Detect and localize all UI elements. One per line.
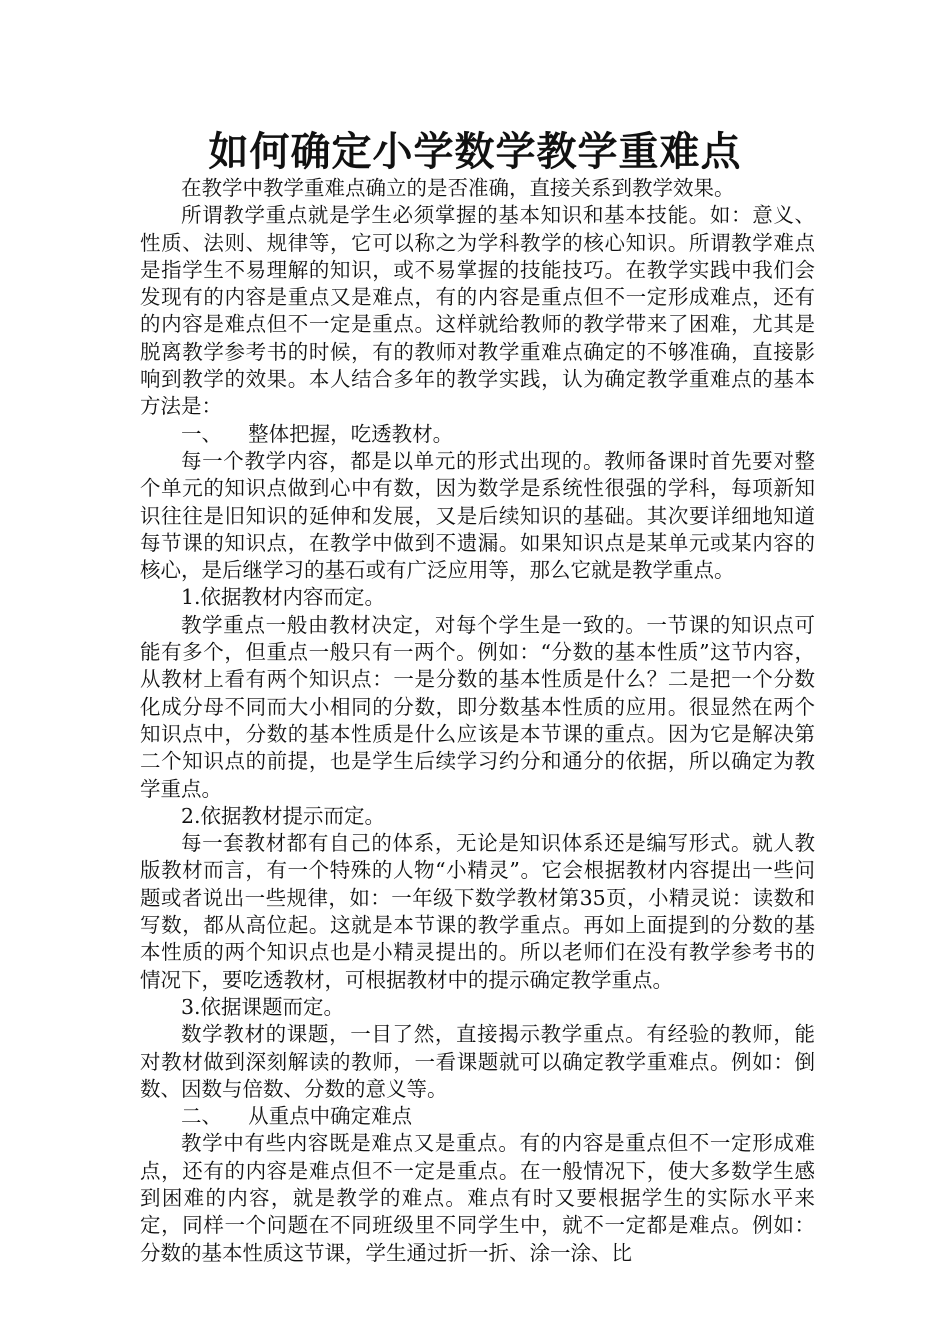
section-heading: 2.依据教材提示而定。 xyxy=(181,803,386,828)
body-paragraph: 所谓教学重点就是学生必须掌握的基本知识和基本技能。如：意义、性质、法则、规律等，它可以称之为学科教学的核心知识。所谓教学难点是指学生不易理解的知识，或不易掌握的技能技巧。在教学实践中我们会发现有的内容是重点又是难点，有的内容是重点但不一定形成难点，还有的内容是难点但不一定是重点。这样就给教师的教学带来了困难，尤其是脱离教学参考书的时候，有的教师对教学重难点确定的不够准确，直接影响到教学的效果。本人结合多年的教学实践，认为确定教学重难点的基本方法是： xyxy=(140,203,815,419)
body-paragraph: 教学中有些内容既是难点又是重点。有的内容是重点但不一定形成难点，还有的内容是难点但不一定是重点。在一般情况下，使大多数学生感到困难的内容，就是教学的难点。难点有时又要根据学生的实际水平来定，同样一个问题在不同班级里不同学生中，就不一定都是难点。例如：分数的基本性质这节课，学生通过折一折、涂一涂、比 xyxy=(140,1131,815,1265)
section-heading: 1.依据教材内容而定。 xyxy=(181,585,386,610)
body-paragraph: 教学重点一般由教材决定，对每个学生是一致的。一节课的知识点可能有多个，但重点一般只有一两个。例如：“分数的基本性质”这节内容，从教材上看有两个知识点：一是分数的基本性质是什么？二是把一个分数化成分母不同而大小相同的分数，即分数基本性质的应用。很显然在两个知识点中，分数的基本性质是什么应该是本节课的重点。因为它是解决第二个知识点的前提，也是学生后续学习约分和通分的依据，所以确定为教学重点。 xyxy=(140,612,815,801)
document-body xyxy=(140,175,815,1267)
body-paragraph: 数学教材的课题，一目了然，直接揭示教学重点。有经验的教师，能对教材做到深刻解读的教师，一看课题就可以确定教学重难点。例如：倒数、因数与倍数、分数的意义等。 xyxy=(140,1022,815,1101)
body-paragraph: 每一套教材都有自己的体系，无论是知识体系还是编写形式。就人教版教材而言，有一个特殊的人物“小精灵”。它会根据教材内容提出一些问题或者说出一些规律，如：一年级下数学教材第35页，小精灵说：读数和写数，都从高位起。这就是本节课的教学重点。再如上面提到的分数的基本性质的两个知识点也是小精灵提出的。所以老师们在没有教学参考书的情况下，要吃透教材，可根据教材中的提示确定教学重点。 xyxy=(140,831,815,992)
body-paragraph: 在教学中教学重难点确立的是否准确，直接关系到教学效果。 xyxy=(181,176,735,200)
body-paragraph: 每一个教学内容，都是以单元的形式出现的。教师备课时首先要对整个单元的知识点做到心中有数，因为数学是系统性很强的学科，每项新知识往往是旧知识的延伸和发展，又是后续知识的基础。其次要详细地知道每节课的知识点，在教学中做到不遗漏。如果知识点是某单元或某内容的核心，是后继学习的基石或有广泛应用等，那么它就是教学重点。 xyxy=(140,448,815,583)
section-heading: 二、 从重点中确定难点 xyxy=(181,1104,413,1129)
section-heading: 一、 整体把握，吃透教材。 xyxy=(181,421,454,446)
section-heading: 3.依据课题而定。 xyxy=(181,994,345,1019)
document-title: 如何确定小学数学教学重难点 xyxy=(208,128,742,175)
